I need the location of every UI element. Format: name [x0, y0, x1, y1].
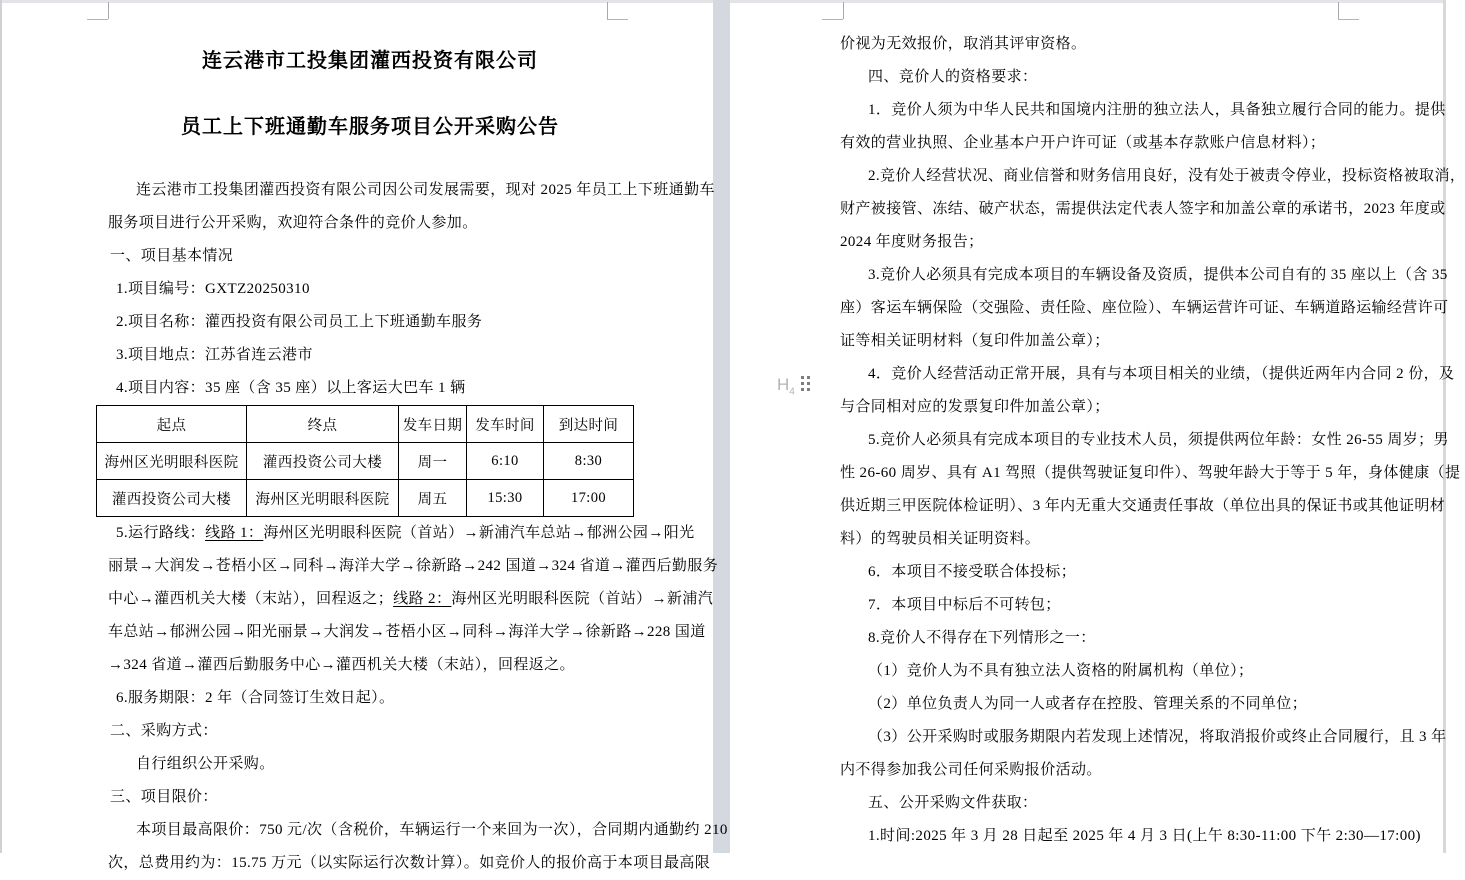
schedule-table — [96, 405, 634, 517]
margin-crop-mark-page2-left — [822, 2, 844, 20]
text-line — [840, 820, 1421, 853]
text-line — [840, 490, 1446, 523]
text-line — [108, 207, 632, 240]
text-segment: （3）公开采购时或服务期限内若发现上述情况，将取消报价或终止合同履行，且 3 年 — [868, 729, 1447, 745]
text-line — [108, 649, 632, 682]
text-line — [108, 814, 728, 847]
table-header-cell: 到达时间 — [544, 406, 634, 443]
text-segment: 车总站→郁洲公园→阳光丽景→大润发→苍梧小区→同科→海洋大学→徐新路→228 国道 — [108, 624, 706, 640]
text-segment: 海州区光明眼科医院（首站）→新浦汽 — [451, 591, 714, 607]
text-segment: 5.竞价人必须具有完成本项目的专业技术人员，须提供两位年龄：女性 26-55 周岁；男 — [868, 432, 1449, 448]
text-line — [108, 781, 632, 814]
text-segment: 三、项目限价： — [110, 789, 218, 805]
underlined-text-segment: 线路 2： — [393, 591, 452, 607]
page-1-paragraphs-top — [108, 174, 715, 405]
drag-dots-icon[interactable] — [801, 376, 810, 394]
text-segment: →324 省道→灌西后勤服务中心→灌西机关大楼（末站），回程返之。 — [108, 657, 575, 673]
text-line — [108, 339, 632, 372]
text-segment: 有效的营业执照、企业基本户开户许可证（或基本存款账户信息材料）； — [840, 135, 1326, 151]
text-line — [840, 523, 1343, 556]
table-row — [97, 443, 634, 480]
text-segment: 五、公开采购文件获取： — [868, 795, 1038, 811]
text-segment: 座）客运车辆保险（交强险、责任险、座位险）、车辆运营许可证、车辆道路运输经营许可 — [840, 300, 1449, 316]
text-segment: 连云港市工投集团灌西投资有限公司因公司发展需要，现对 2025 年员工上下班通勤车 — [136, 182, 715, 198]
text-segment: 自行组织公开采购。 — [136, 756, 275, 772]
text-segment: 5.运行路线： — [116, 525, 206, 541]
text-line — [840, 94, 1446, 127]
text-segment: 四、竞价人的资格要求： — [868, 69, 1038, 85]
table-header-cell: 起点 — [97, 406, 247, 443]
text-line — [840, 259, 1448, 292]
text-line — [840, 127, 1343, 160]
table-cell: 灌西投资公司大楼 — [97, 480, 247, 517]
text-segment: 4．竞价人经营活动正常开展，具有与本项目相关的业绩，（提供近两年内合同 2 份，及 — [868, 366, 1455, 382]
text-line — [108, 273, 632, 306]
text-line — [840, 160, 1465, 193]
table-row — [97, 480, 634, 517]
document-title-line-1: 连云港市工投集团灌西投资有限公司 — [202, 50, 538, 72]
text-segment: （1）竞价人为不具有独立法人资格的附属机构（单位）； — [868, 663, 1254, 679]
text-line — [840, 721, 1447, 754]
table-cell: 周五 — [399, 480, 467, 517]
text-line — [840, 589, 1343, 622]
text-line — [108, 715, 632, 748]
text-line — [840, 358, 1455, 391]
text-segment: 二、采购方式： — [110, 723, 218, 739]
text-segment: 性 26-60 周岁、具有 A1 驾照（提供驾驶证复印件）、驾驶年龄大于等于 5 年，身体健康（提 — [840, 465, 1461, 481]
page-1-text-area — [104, 3, 728, 880]
text-line — [108, 174, 715, 207]
text-segment: 内不得参加我公司任何采购报价活动。 — [840, 762, 1102, 778]
text-segment: 2.竞价人经营状况、商业信誉和财务信用良好，没有处于被责令停业，投标资格被取消， — [868, 168, 1465, 184]
text-line — [840, 292, 1449, 325]
table-cell: 15:30 — [467, 480, 544, 517]
text-line — [108, 372, 632, 405]
text-line — [840, 28, 1343, 61]
table-cell: 8:30 — [544, 443, 634, 480]
text-line — [108, 240, 632, 273]
text-segment: 2.项目名称：灌西投资有限公司员工上下班通勤车服务 — [116, 314, 483, 330]
document-title-line-2: 员工上下班通勤车服务项目公开采购公告 — [181, 116, 559, 138]
text-segment: 证等相关证明材料（复印件加盖公章）； — [840, 333, 1110, 349]
text-segment: 1.时间:2025 年 3 月 28 日起至 2025 年 4 月 3 日(上午 8:30-11:00 下午 2:30—17:00) — [868, 828, 1421, 844]
text-segment: 服务项目进行公开采购，欢迎符合条件的竞价人参加。 — [108, 215, 478, 231]
text-segment: 与合同相对应的发票复印件加盖公章）； — [840, 399, 1110, 415]
text-line — [108, 583, 714, 616]
text-segment: 6.服务期限：2 年（合同签订生效日起）。 — [116, 690, 395, 706]
text-line — [108, 550, 719, 583]
page-2-text-area — [840, 3, 1465, 853]
text-segment: 7．本项目中标后不可转包； — [868, 597, 1061, 613]
table-header-cell: 终点 — [247, 406, 399, 443]
page-2[interactable] — [730, 3, 1465, 853]
underlined-text-segment: 线路 1： — [205, 525, 264, 541]
text-line — [108, 306, 632, 339]
table-cell: 灌西投资公司大楼 — [247, 443, 399, 480]
h4-annotation-label: $H_4$ — [777, 375, 795, 398]
text-line — [840, 457, 1461, 490]
text-line — [108, 748, 632, 781]
table-header-cell: 发车时间 — [467, 406, 544, 443]
text-segment: 1.项目编号：GXTZ20250310 — [116, 281, 310, 297]
table-cell: 海州区光明眼科医院 — [97, 443, 247, 480]
text-line — [840, 556, 1343, 589]
table-cell: 周一 — [399, 443, 467, 480]
text-line — [108, 616, 706, 649]
text-segment: 中心→灌西机关大楼（末站），回程返之； — [108, 591, 394, 607]
text-line — [840, 61, 1343, 94]
table-cell: 6:10 — [467, 443, 544, 480]
margin-crop-mark-page2-right — [1338, 2, 1360, 20]
text-line — [840, 787, 1343, 820]
text-segment: （2）单位负责人为同一人或者存在控股、管理关系的不同单位； — [868, 696, 1308, 712]
text-segment: 价视为无效报价，取消其评审资格。 — [840, 36, 1087, 52]
text-line — [840, 391, 1343, 424]
text-line — [108, 517, 695, 550]
table-header-cell: 发车日期 — [399, 406, 467, 443]
text-segment: 6．本项目不接受联合体投标； — [868, 564, 1077, 580]
text-segment: 一、项目基本情况 — [110, 248, 234, 264]
text-segment: 3.项目地点：江苏省连云港市 — [116, 347, 313, 363]
text-segment: 8.竞价人不得存在下列情形之一： — [868, 630, 1096, 646]
text-line — [108, 847, 711, 880]
text-segment: 次，总费用约为：15.75 万元（以实际运行次数计算）。如竞价人的报价高于本项目最高限 — [108, 855, 711, 871]
text-line — [840, 325, 1343, 358]
text-segment: 4.项目内容：35 座（含 35 座）以上客运大巴车 1 辆 — [116, 380, 466, 396]
h4-annotation — [777, 373, 817, 397]
text-segment: 2024 年度财务报告； — [840, 234, 984, 250]
text-segment: 海州区光明眼科医院（首站）→新浦汽车总站→郁洲公园→阳光 — [263, 525, 695, 541]
text-segment: 财产被接管、冻结、破产状态，需提供法定代表人签字和加盖公章的承诺书，2023 年度或 — [840, 201, 1446, 217]
page-gap — [713, 0, 730, 853]
text-segment: 料）的驾驶员相关证明资料。 — [840, 531, 1041, 547]
scrollbar-track[interactable] — [1443, 0, 1446, 853]
text-line — [840, 424, 1449, 457]
text-segment: 供近期三甲医院体检证明）、3 年内无重大交通责任事故（单位出具的保证书或其他证明材 — [840, 498, 1446, 514]
text-line — [840, 622, 1343, 655]
table-cell: 17:00 — [544, 480, 634, 517]
text-segment: 3.竞价人必须具有完成本项目的车辆设备及资质，提供本公司自有的 35 座以上（含 35 — [868, 267, 1448, 283]
text-line — [840, 688, 1343, 721]
table-cell: 海州区光明眼科医院 — [247, 480, 399, 517]
page-1[interactable] — [2, 3, 728, 871]
margin-crop-mark-page1-left — [87, 2, 109, 20]
text-line — [840, 754, 1343, 787]
margin-crop-mark-page1-right — [607, 2, 629, 20]
text-line — [840, 193, 1446, 226]
text-segment: 1．竞价人须为中华人民共和国境内注册的独立法人，具备独立履行合同的能力。提供 — [868, 102, 1446, 118]
page-1-paragraphs-bottom — [108, 517, 728, 880]
text-line — [840, 655, 1343, 688]
text-segment: 本项目最高限价：750 元/次（含税价，车辆运行一个来回为一次），合同期内通勤约 210 — [136, 822, 728, 838]
text-line — [840, 226, 1343, 259]
text-segment: 丽景→大润发→苍梧小区→同科→海洋大学→徐新路→242 国道→324 省道→灌西后勤服务 — [108, 558, 719, 574]
text-line — [108, 682, 632, 715]
table-header-row — [97, 406, 634, 443]
